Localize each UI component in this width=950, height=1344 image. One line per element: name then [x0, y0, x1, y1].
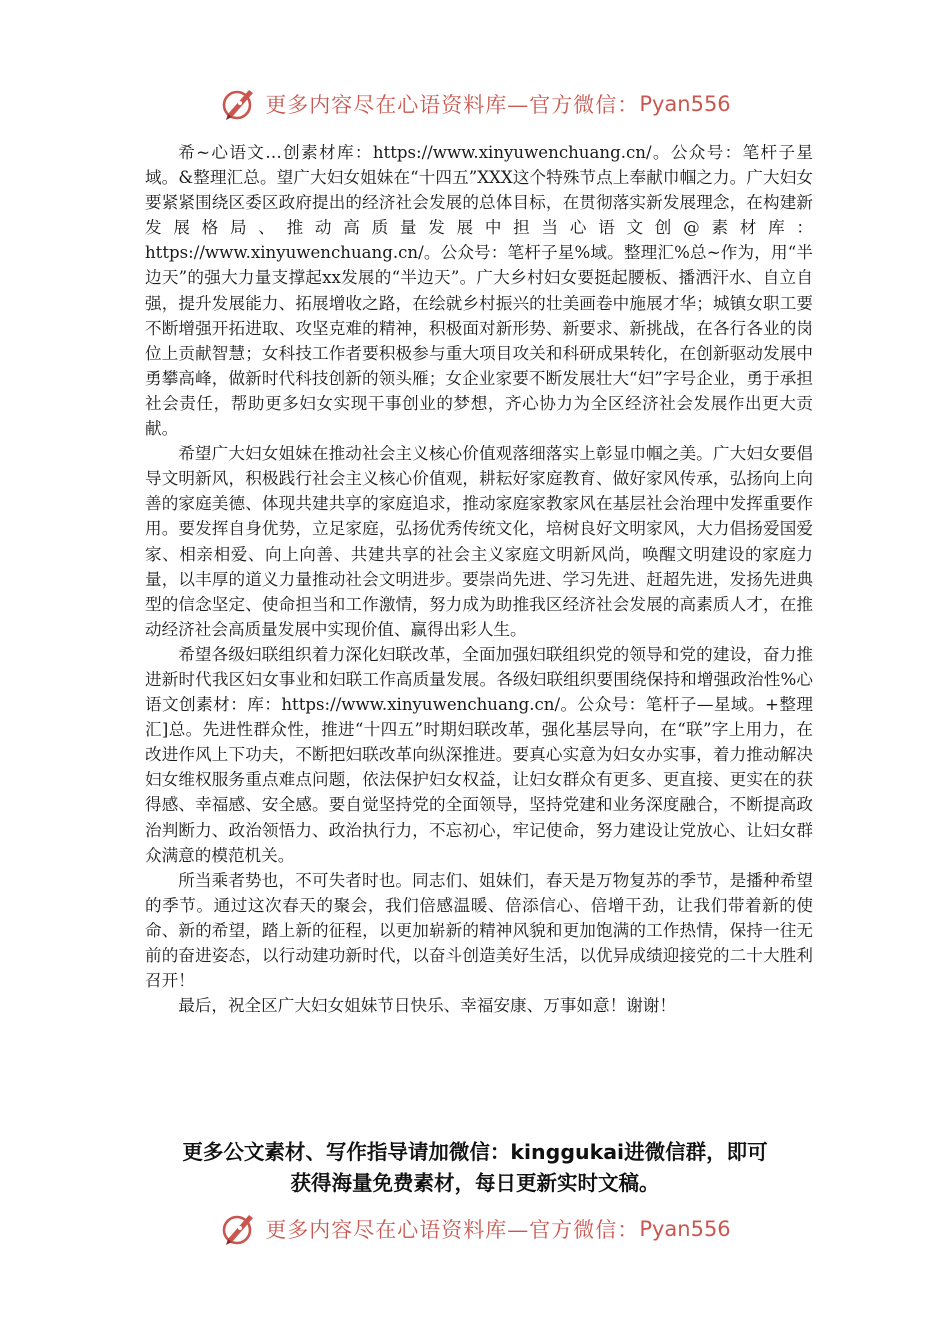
banner-text: 更多内容尽在心语资料库—官方微信： [265, 1218, 640, 1242]
banner-wechat-id: Pyan556 [639, 1217, 731, 1241]
header-banner [0, 82, 950, 126]
pen-circle-logo-icon [219, 1209, 259, 1249]
promo-notice [120, 1137, 830, 1199]
footer-banner [0, 1207, 950, 1251]
paragraph: 最后，祝全区广大妇女姐妹节日快乐、幸福安康、万事如意！谢谢！ [178, 996, 676, 1016]
promo-line: 获得海量免费素材，每日更新实时文稿。 [290, 1171, 660, 1195]
paragraph: 希~心语文…创素材库：https://www.xinyuwenchuang.cn/。公众号：笔杆子星域。&整理汇总。望广大妇女姐妹在“十四五”XXX这个特殊节点上奉献巾帼之力。广大妇女要紧紧围绕区委区政府提出的经济社会发展的总体目标，在贯彻落实新发展理念，在构建新发展格局、推动高质量发展中担当心语文创@素材库：https://www.xinyuwenchuang.cn/。公众号：笔杆子星%域。整理汇%总~作为，用“半边天”的强大力量支撑起xx发展的“半边天”。广大乡村妇女要挺起腰板、播洒汗水、自立自强，提升发展能力、拓展增收之路，在绘就乡村振兴的壮美画卷中施展才华；城镇女职工要不断增强开拓进取、攻坚克难的精神，积极面对新形势、新要求、新挑战，在各行各业的岗位上贡献智慧；女科技工作者要积极参与重大项目攻关和科研成果转化，在创新驱动发展中勇攀高峰，做新时代科技创新的领头雁；女企业家要不断发展壮大“妇”字号企业，勇于承担社会责任，帮助更多妇女实现干事创业的梦想，齐心协力为全区经济社会发展作出更大贡献。 [145, 143, 813, 439]
document-body [145, 140, 813, 1018]
pen-circle-logo-icon [219, 84, 259, 124]
paragraph: 所当乘者势也，不可失者时也。同志们、姐妹们，春天是万物复苏的季节，是播种希望的季节。通过这次春天的聚会，我们倍感温暖、倍添信心、倍增干劲，让我们带着新的使命、新的希望，踏上新的征程，以更加崭新的精神风貌和更加饱满的工作热情，保持一往无前的奋进姿态，以行动建功新时代，以奋斗创造美好生活，以优异成绩迎接党的二十大胜利召开！ [145, 870, 813, 991]
promo-line: 更多公文素材、写作指导请加微信：kinggukai进微信群，即可 [182, 1140, 768, 1164]
paragraph: 希望各级妇联组织着力深化妇联改革，全面加强妇联组织党的领导和党的建设，奋力推进新时代我区妇女事业和妇联工作高质量发展。各级妇联组织要围绕保持和增强政治性%心语文创素材：库：https://www.xinyuwenchuang.cn/。公众号：笔杆子—星域。+整理汇]总。先进性群众性，推进“十四五”时期妇联改革，强化基层导向，在“联”字上用力，在改进作风上下功夫，不断把妇联改革向纵深推进。要真心实意为妇女办实事，着力推动解决妇女维权服务重点难点问题，依法保护妇女权益，让妇女群众有更多、更直接、更实在的获得感、幸福感、安全感。要自觉坚持党的全面领导，坚持党建和业务深度融合，不断提高政治判断力、政治领悟力、政治执行力，不忘初心，牢记使命，努力建设让党放心、让妇女群众满意的模范机关。 [145, 644, 813, 865]
banner-wechat-id: Pyan556 [639, 92, 731, 116]
banner-text: 更多内容尽在心语资料库—官方微信： [265, 93, 640, 117]
paragraph: 希望广大妇女姐妹在推动社会主义核心价值观落细落实上彰显巾帼之美。广大妇女要倡导文明新风，积极践行社会主义核心价值观，耕耘好家庭教育、做好家风传承，弘扬向上向善的家庭美德、体现共建共享的家庭追求，推动家庭家教家风在基层社会治理中发挥重要作用。要发挥自身优势，立足家庭，弘扬优秀传统文化，培树良好文明家风，大力倡扬爱国爱家、相亲相爱、向上向善、共建共享的社会主义家庭文明新风尚，唤醒文明建设的家庭力量，以丰厚的道义力量推动社会文明进步。要崇尚先进、学习先进、赶超先进，发扬先进典型的信念坚定、使命担当和工作激情，努力成为助推我区经济社会发展的高素质人才，在推动经济社会高质量发展中实现价值、赢得出彩人生。 [145, 444, 813, 639]
